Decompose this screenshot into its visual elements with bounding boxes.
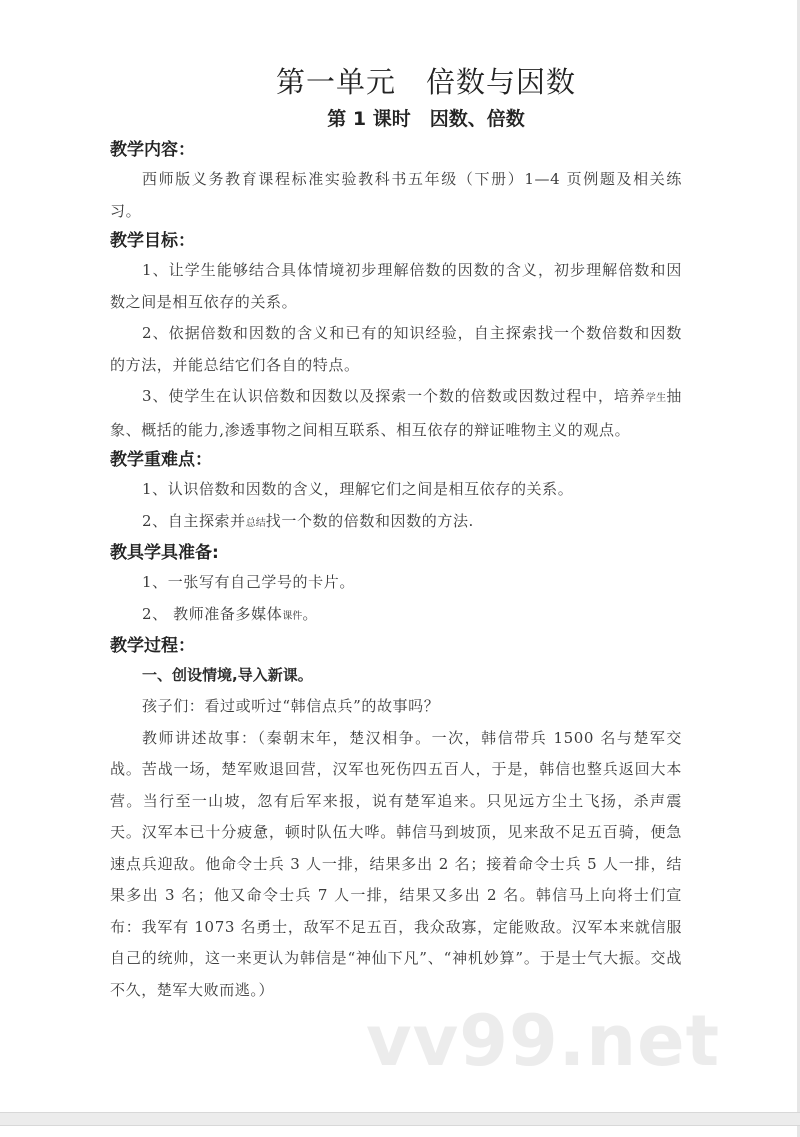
page-separator [0, 1112, 800, 1126]
watermark: vv99.net [366, 1000, 721, 1082]
key-point-item-2 [110, 506, 682, 540]
section-heading-objectives: 教学目标： [110, 231, 195, 251]
objective-item-1: 1、让学生能够结合具体情境初步理解倍数的因数的含义，初步理解倍数和因数之间是相互依存的关系。 [110, 261, 682, 311]
key-point-item-2-part1: 2、自主探索并 [142, 511, 246, 530]
lesson-subtitle: 第 1 课时 因数、倍数 [327, 108, 525, 130]
key-point-item-2-small: 总结 [245, 517, 266, 529]
process-step1-heading: 一、创设情境,导入新课。 [142, 666, 313, 684]
material-item-2-small: 课件 [282, 610, 303, 622]
content-text: 西师版义务教育课程标准实验教科书五年级（下册）1—4 页例题及相关练习。 [110, 170, 682, 220]
objective-item-3 [110, 381, 682, 446]
section-heading-materials: 教具学具准备: [110, 543, 219, 563]
material-item-1: 1、一张写有自己学号的卡片。 [142, 573, 355, 591]
section-heading-key-points: 教学重难点： [110, 450, 212, 470]
process-story: 教师讲述故事：（秦朝末年，楚汉相争。一次，韩信带兵 1500 名与楚军交战。苦战一场，楚军败退回营，汉军也死伤四五百人，于是，韩信也整兵返回大本营。当行至一山坡，忽有后军来报，说有楚军追来。只见远方尘土飞扬，杀声震天。汉军本已十分疲惫，顿时队伍大哗。韩信马到坡顶，见来敌不足五百骑，便急速点兵迎敌。他命令士兵 3 人一排，结果多出 2 名；接着命令士兵 5 人一排，结果多出 3 名；他又命令士兵 7 人一排，结果又多出 2 名。韩信马上向将士们宣布：我军有 1073 名勇士，敌军不足五百，我众敌寡，定能败敌。汉军本来就信服自己的统帅，这一来更认为韩信是“神仙下凡”、“神机妙算”。于是士气大振。交战不久，楚军大败而逃。） [110, 728, 682, 999]
objective-item-3-part1: 3、使学生在认识倍数和因数以及探索一个数的倍数或因数过程中，培养 [142, 387, 646, 405]
process-question: 孩子们：看过或听过“韩信点兵”的故事吗？ [142, 697, 440, 715]
key-point-item-2-part2: 找一个数的倍数和因数的方法. [265, 511, 474, 530]
material-item-2 [110, 599, 682, 633]
objective-item-3-part2: 抽象、概括的能力,渗透事物之间相互联系、相互依存的辩证唯物主义的观点。 [110, 387, 683, 439]
material-item-2-part2: 。 [302, 604, 318, 623]
objective-item-3-small: 学生 [645, 393, 667, 404]
key-point-item-1: 1、认识倍数和因数的含义，理解它们之间是相互依存的关系。 [142, 480, 574, 498]
document-body [110, 62, 682, 1006]
material-item-2-part1: 2、 教师准备多媒体 [142, 604, 283, 623]
section-heading-process: 教学过程： [110, 636, 195, 656]
section-heading-content: 教学内容： [110, 140, 195, 160]
objective-item-2: 2、依据倍数和因数的含义和已有的知识经验，自主探索找一个数倍数和因数的方法，并能总结它们各自的特点。 [110, 324, 682, 374]
unit-title: 第一单元 倍数与因数 [275, 65, 576, 99]
